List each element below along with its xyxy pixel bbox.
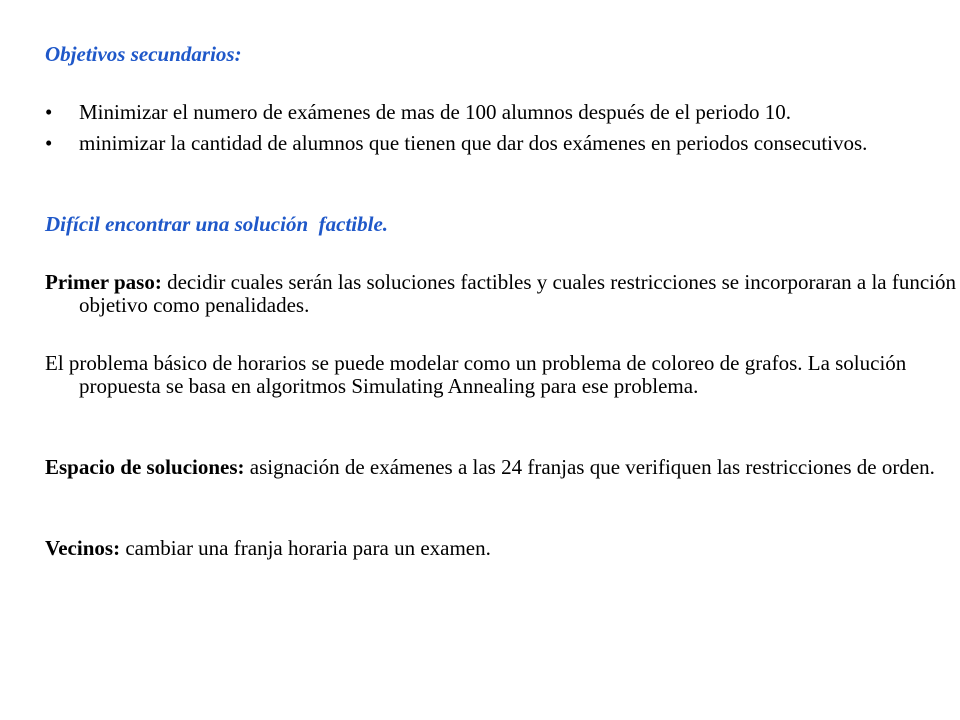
list-item — [45, 132, 925, 155]
difficulty-note: Difícil encontrar una solución factible. — [45, 212, 389, 236]
solution-space-text: asignación de exámenes a las 24 franjas que verifiquen las restricciones de orden. — [244, 455, 935, 479]
neighbors-paragraph — [45, 537, 959, 560]
secondary-objectives-list — [45, 101, 925, 163]
neighbors-label: Vecinos: — [45, 536, 121, 560]
basic-problem-paragraph: El problema básico de horarios se puede modelar como un problema de coloreo de grafos. La solución propuesta se basa en algoritmos Simulating Annealing para ese problema. — [45, 351, 907, 398]
bullet-icon: • — [45, 131, 53, 155]
secondary-objectives-heading: Objetivos secundarios: — [45, 42, 242, 66]
first-step-label: Primer paso: — [45, 270, 162, 294]
solution-space-label: Espacio de soluciones: — [45, 455, 245, 479]
list-item-text: Minimizar el numero de exámenes de mas de 100 alumnos después de el periodo 10. — [79, 100, 792, 124]
first-step-paragraph — [45, 271, 959, 317]
bullet-icon: • — [45, 100, 53, 124]
neighbors-text: cambiar una franja horaria para un examen. — [120, 536, 491, 560]
first-step-text: decidir cuales serán las soluciones factibles y cuales restricciones se incorporaran a la función objetivo como penalidades. — [79, 270, 957, 317]
solution-space-paragraph — [45, 456, 959, 479]
list-item-text: minimizar la cantidad de alumnos que tienen que dar dos exámenes en periodos consecutivos. — [79, 131, 868, 155]
list-item — [45, 101, 925, 124]
